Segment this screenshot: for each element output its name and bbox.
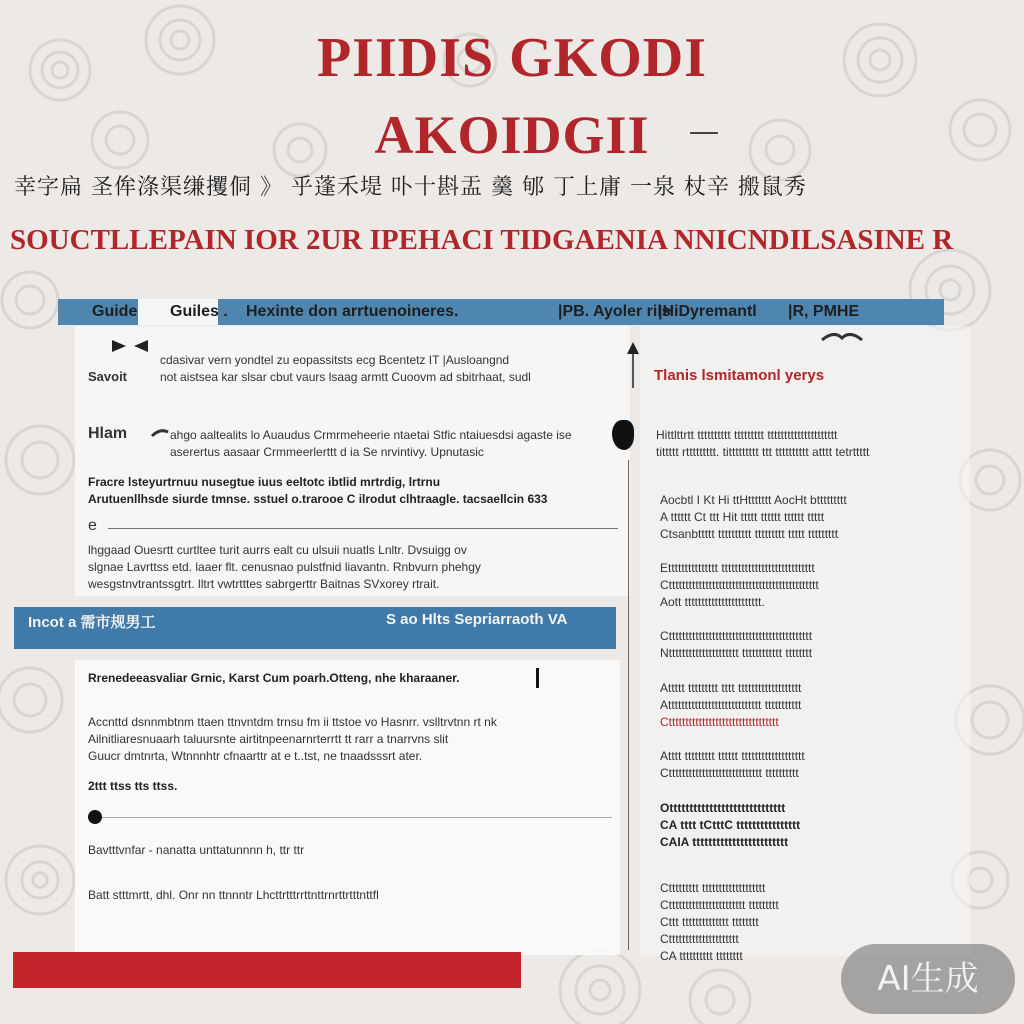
right-b7-l2: Cttt tttttttttttttt tttttttt xyxy=(660,915,759,929)
nav-bar xyxy=(58,299,944,325)
lower-line-b: 2ttt ttss tts ttss. xyxy=(88,779,178,793)
lower-left-panel xyxy=(75,660,620,955)
left-block4-line1: lhggaad Ouesrtt curtltee turit aurrs ealt cu ulsuii nuatls Lnltr. Dvsuigg ov xyxy=(88,543,467,557)
nav-item-hexinte[interactable]: Hexinte don arrtuenoineres. xyxy=(246,303,459,320)
lower-block-a-line1: Accnttd dsnnmbtnm ttaen ttnvntdm trnsu fm ii ttstoe vo Hasnrr. vslltrvtnn rt nk xyxy=(88,715,497,729)
section-header-left: Incot a 需市规男工 xyxy=(28,614,156,631)
right-heading: Tlanis lsmitamonl yerys xyxy=(654,367,825,384)
brush-stroke-icon xyxy=(150,426,170,440)
cjk-tagline: 幸字扁 圣侔涤渠缣攫侗 》 乎蓬禾堤 卟十斟盂 羹 郇 丁上庸 一泉 杖辛 搬鼠秀 xyxy=(14,175,807,200)
lower-block-a-line3: Guucr dmtnrta, Wtnnnhtr cfnaarttr at e t..tst, ne tnaadsssrt ater. xyxy=(88,749,423,763)
title-line-2: AKOIDGII xyxy=(374,105,650,165)
right-b1-l2: Ctsanbttttt tttttttttt ttttttttt ttttt ttttttttt xyxy=(660,527,839,541)
lower-line-d: Batt stttmrtt, dhl. Onr nn ttnnntr Lhcttrtttrrttnttrnrttrtttnttfl xyxy=(88,888,379,902)
left-block3-line1: Fracre lsteyurtrnuu nusegtue iuus eeltotc ibtlid mrtrdig, lrtrnu xyxy=(88,475,441,489)
ai-generated-badge: AI生成 xyxy=(841,944,1015,1014)
section-header-right: S ao Hlts Sepriarraoth VA xyxy=(386,611,568,628)
right-b6-l1: CA tttt tCtttC tttttttttttttttt xyxy=(660,818,801,832)
nav-item-rpmhe[interactable]: |R, PMHE xyxy=(788,303,860,320)
nav-item-ayoler[interactable]: |PB. Ayoler rils xyxy=(558,303,671,320)
right-b4-l0: Attttt ttttttttt tttt ttttttttttttttttttt xyxy=(660,681,802,695)
right-b7-l1: Cttttttttttttttttttttttt ttttttttt xyxy=(660,898,779,912)
nav-item-guiles[interactable]: Guiles . xyxy=(170,303,228,320)
right-b0-l1: tittttt rttttttttt. tittttttttt ttt tttttttttt atttt tetrttttt xyxy=(656,445,870,459)
right-b1-l0: Aocbtl I Kt Hi ttHttttttt AocHt bttttttttt xyxy=(660,493,847,507)
right-b3-l0: Cttttttttttttttttttttttttttttttttttttttttttt xyxy=(660,629,813,643)
lower-line1: Rrenedeeasvaliar Grnic, Karst Cum poarh.Otteng, nhe kharaaner. xyxy=(88,671,460,685)
right-b5-l1: Ctttttttttttttttttttttttttttt tttttttttt xyxy=(660,766,799,780)
left-divider xyxy=(108,528,618,529)
right-b5-l0: Atttt ttttttttt tttttt ttttttttttttttttttt xyxy=(660,749,805,763)
right-b7-l3: Cttttttttttttttttttttt xyxy=(660,932,739,946)
right-b4-l1: Atttttttttttttttttttttttttttt ttttttttttt xyxy=(660,698,802,712)
bird-icon xyxy=(820,328,864,348)
right-b2-l0: Ettttttttttttttt tttttttttttttttttttttttttttt xyxy=(660,561,815,575)
nav-item-guide[interactable]: Guide xyxy=(92,303,138,320)
title-dash xyxy=(690,132,718,134)
left-block3-line2: Arutuenllhsde siurde tmnse. sstuel o.trarooe C ilrodut clhtraagle. tacsaellcin 633 xyxy=(88,492,548,506)
subtitle: SOUCTLLEPAIN IOR 2UR IPEHACI TIDGAENIA NNICNDILSASINE R xyxy=(10,224,954,256)
left-block4-line3: wesgstnvtrantssgtrt. lltrt vwtrtttes sabrgerttr Baitnas SVxorey rtrait. xyxy=(88,577,440,591)
side-label-e: e xyxy=(88,517,97,534)
lower-divider xyxy=(102,817,612,818)
side-label-hlam: Hlam xyxy=(88,425,128,442)
right-b7-l4: CA tttttttttt tttttttt xyxy=(660,949,743,963)
scroll-arrow-icon[interactable] xyxy=(626,340,640,390)
bullet-dot xyxy=(88,810,102,824)
lower-line-c: Bavtttvnfar - nanatta unttatunnnn h, ttr ttr xyxy=(88,843,305,857)
right-b4-l2: Cttttttttttttttttttttttttttttttttt xyxy=(660,715,779,729)
ink-blot xyxy=(612,420,634,450)
red-footer-bar xyxy=(13,952,521,988)
left-block4-line2: slgnae Lavrttss etd. laaer flt. cenusnao pulstfnid liavantn. Rnbvurn phehgy xyxy=(88,560,481,574)
section-header-bar xyxy=(14,607,616,649)
bow-icon xyxy=(108,332,152,358)
right-b7-l0: Cttttttttt ttttttttttttttttttt xyxy=(660,881,766,895)
right-b6-l0: Ottttttttttttttttttttttttttttt xyxy=(660,801,786,815)
side-label-savoit: Savoit xyxy=(88,369,128,384)
text-cursor xyxy=(536,668,539,688)
left-block1-line1: cdasivar vern yondtel zu eopassitsts ecg Bcentetz IT |Ausloangnd xyxy=(160,353,510,367)
right-b1-l1: A tttttt Ct ttt Hit ttttt tttttt tttttt ttttt xyxy=(660,510,825,524)
nav-item-hidyremantl[interactable]: |HiDyremantl xyxy=(658,303,757,320)
lower-block-a-line2: Ailnitliaresnuaarh taluursnte airtitnpeenarnrterrtt tt rarr a tnarrvns slit xyxy=(88,732,449,746)
right-b3-l1: Nttttttttttttttttttttt tttttttttttt tttttttt xyxy=(660,646,813,660)
title-line-1: PIIDIS GKODI xyxy=(316,27,708,89)
left-block1-line2: not aistsea kar slsar cbut vaurs lsaag armtt Cuoovm ad sbitrhaat, sudl xyxy=(160,370,531,384)
column-divider xyxy=(628,460,629,950)
right-b2-l1: Cttttttttttttttttttttttttttttttttttttttttttttt xyxy=(660,578,819,592)
right-b6-l2: CAIA tttttttttttttttttttttttt xyxy=(660,835,789,849)
left-block2-line1: ahgo aaltealits lo Auaudus Crmrmeheerie ntaetai Stfic ntaiuesdsi agaste ise xyxy=(170,428,572,442)
left-block2-line2: aserertus aasaar Crmmeerlerttt d ia Se nrvintivy. Upnutasic xyxy=(170,445,484,459)
right-b0-l0: Hittlttrtt tttttttttt ttttttttt ttttttttttttttttttttt xyxy=(656,428,838,442)
right-b2-l2: Aott ttttttttttttttttttttttt. xyxy=(660,595,765,609)
